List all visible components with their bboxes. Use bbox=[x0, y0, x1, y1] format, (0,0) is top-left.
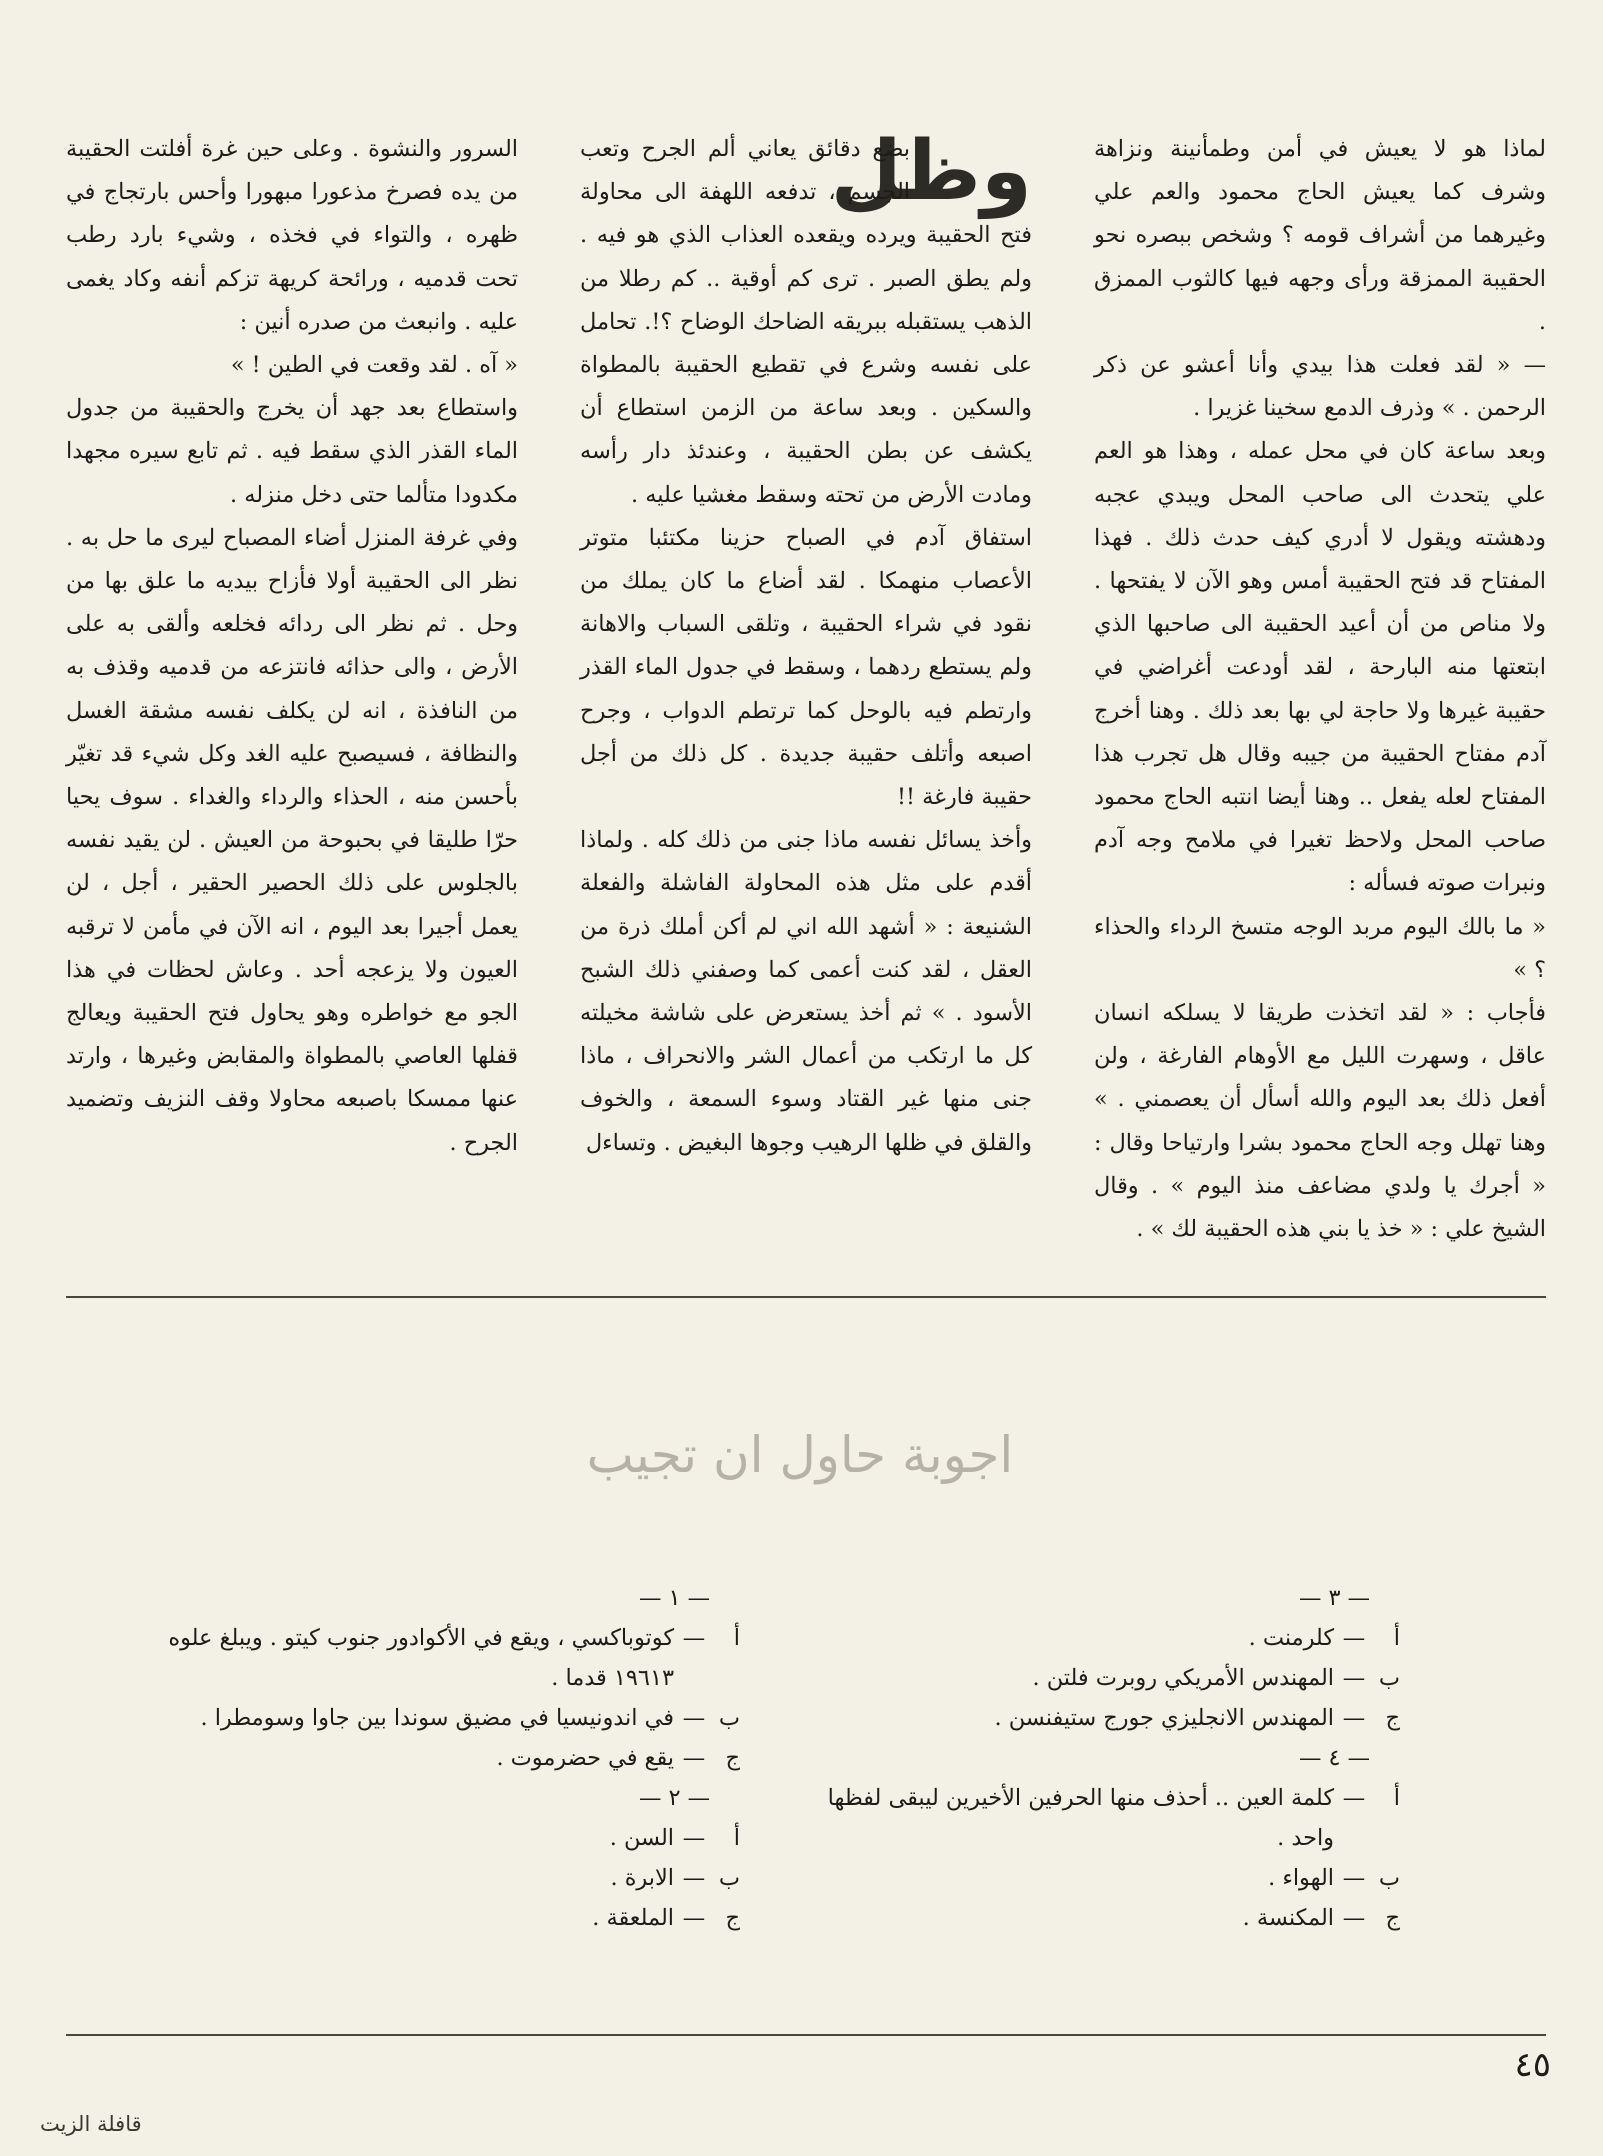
answer-dash: — bbox=[682, 1625, 706, 1651]
answer-dash: — bbox=[682, 1825, 706, 1851]
answer-text: السن . bbox=[609, 1825, 674, 1851]
answer-item bbox=[820, 1898, 1400, 1938]
story-paragraph: بضع دقائق يعاني ألم الجرح وتعب الجسم ، تدفعه اللهفة الى محاولة فتح الحقيبة ويرده ويقعده العذاب الذي هو فيه . ولم يطق الصبر . ترى كم أوقية .. كم رطلا من الذهب يستقبله ببريقه الضاحك الوضاح ؟!. تحامل على نفسه وشرع في تقطيع الحقيبة بالمطواة والسكين . وبعد ساعة من الزمن استطاع أن يكشف عن بطن الحقيبة ، وعندئذ دار رأسه ومادت الأرض من تحته وسقط مغشيا عليه . bbox=[580, 136, 1032, 508]
answer-dash: — bbox=[1342, 1625, 1366, 1651]
answer-text: الملعقة . bbox=[592, 1905, 674, 1931]
answer-text: الابرة . bbox=[610, 1865, 674, 1891]
answer-dash: — bbox=[1342, 1865, 1366, 1891]
answers-column-left bbox=[820, 1578, 1400, 1988]
answer-dash: — bbox=[1342, 1665, 1366, 1691]
story-column-3 bbox=[1094, 128, 1546, 1243]
answer-text: المهندس الأمريكي روبرت فلتن . bbox=[1032, 1665, 1334, 1691]
quiz-answers-title: اجوبة حاول ان تجيب bbox=[586, 1426, 1014, 1484]
answer-letter: ب bbox=[1378, 1865, 1400, 1891]
answer-letter: أ bbox=[1393, 1625, 1400, 1651]
answer-letter: أ bbox=[733, 1825, 740, 1851]
answer-group-number: — ٢ — bbox=[638, 1785, 710, 1811]
answer-group-number: — ٣ — bbox=[1298, 1585, 1370, 1611]
answer-letter: أ bbox=[733, 1625, 740, 1651]
answer-letter: ب bbox=[1378, 1665, 1400, 1691]
answer-group-number: — ٤ — bbox=[1298, 1745, 1370, 1771]
story-paragraph: فأجاب : « لقد اتخذت طريقا لا يسلكه انسان عاقل ، وسهرت الليل مع الأوهام الفارغة ، ولن أفعل ذلك بعد اليوم والله أسأل أن يعصمني . » وهنا تهلل وجه الحاج محمود بشرا وارتياحا وقال : « أجرك يا ولدي مضاعف منذ اليوم » . وقال الشيخ علي : « خذ يا بني هذه الحقيبة لك » . bbox=[1094, 1000, 1546, 1243]
answer-text: كلرمنت . bbox=[1248, 1625, 1334, 1651]
magazine-name: قافلة الزيت bbox=[40, 2112, 142, 2136]
story-paragraph: وأخذ يسائل نفسه ماذا جنى من ذلك كله . ولماذا أقدم على مثل هذه المحاولة الفاشلة والفعلة الشنيعة : « أشهد الله اني لم أكن أملك ذرة من العقل ، لقد كنت أعمى كما وصفني ذلك الشبح الأسود . » ثم أخذ يستعرض على شاشة مخيلته كل ما ارتكب من أعمال الشر والانحراف ، ماذا جنى منها غير القتاد وسوء السمعة ، والخوف والقلق في ظلها الرهيب وجوها البغيض . وتساءل bbox=[580, 827, 1032, 1156]
answer-dash: — bbox=[1342, 1785, 1366, 1811]
answer-item bbox=[160, 1618, 740, 1698]
story-paragraph: واستطاع بعد جهد أن يخرج والحقيبة من جدول الماء القذر الذي سقط فيه . ثم تابع سيره مجهدا مكدودا متألما حتى دخل منزله . bbox=[66, 395, 518, 508]
footer-divider bbox=[66, 2034, 1546, 2036]
answer-letter: أ bbox=[1393, 1785, 1400, 1811]
answer-text: الهواء . bbox=[1268, 1865, 1334, 1891]
answer-dash: — bbox=[1342, 1705, 1366, 1731]
story-paragraph: السرور والنشوة . وعلى حين غرة أفلتت الحقيبة من يده فصرخ مذعورا مبهورا وأحس بارتجاج في ظهره ، والتواء في فخذه ، وشيء بارد رطب تحت قدميه ، ورائحة كريهة تزكم أنفه وكاد يغمى عليه . وانبعث من صدره أنين : bbox=[66, 136, 518, 335]
story-paragraph: وفي غرفة المنزل أضاء المصباح ليرى ما حل به . نظر الى الحقيبة أولا فأزاح بيديه ما علق بها من وحل . ثم نظر الى ردائه فخلعه وألقى به على الأرض ، والى حذائه فانتزعه من قدميه وقذف به من النافذة ، انه لن يكلف نفسه مشقة الغسل والنظافة ، فسيصبح عليه الغد وكل شيء قد تغيّر بأحسن منه ، الحذاء والرداء والغداء . سوف يحيا حرّا طليقا في بحبوحة من العيش . لن يقيد نفسه بالجلوس على ذلك الحصير الحقير ، أجل ، لن يعمل أجيرا بعد اليوم ، انه الآن في مأمن لا ترقبه العيون ولا يزعجه أحد . وعاش لحظات في هذا الجو مع خواطره وهو يحاول فتح الحقيبة ويعالج قفلها العاصي بالمطواة والمقابض وغيرها ، وارتد عنها ممسكا باصبعه محاولا وقف النزيف وتضميد الجرح . bbox=[66, 524, 518, 1156]
answer-letter: ج bbox=[725, 1745, 740, 1771]
answer-item bbox=[820, 1658, 1400, 1698]
answer-letter: ب bbox=[718, 1865, 740, 1891]
answer-dash: — bbox=[682, 1905, 706, 1931]
answer-text: كوتوباكسي ، ويقع في الأكوادور جنوب كيتو . ويبلغ علوه ١٩٦١٣ قدما . bbox=[168, 1625, 674, 1691]
answer-item bbox=[160, 1818, 740, 1858]
answer-text: المهندس الانجليزي جورج ستيفنسن . bbox=[994, 1705, 1334, 1731]
answer-item bbox=[820, 1618, 1400, 1658]
answer-dash: — bbox=[682, 1705, 706, 1731]
quiz-answers bbox=[160, 1578, 1400, 1988]
story-column-2 bbox=[580, 124, 1032, 1168]
answer-letter: ج bbox=[1385, 1905, 1400, 1931]
answer-item bbox=[820, 1698, 1400, 1738]
answer-item bbox=[820, 1858, 1400, 1898]
answer-letter: ج bbox=[725, 1905, 740, 1931]
drop-cap-word: وظل bbox=[830, 124, 1032, 219]
answer-dash: — bbox=[682, 1745, 706, 1771]
answer-item bbox=[160, 1698, 740, 1738]
answer-text: كلمة العين .. أحذف منها الحرفين الأخيرين ليبقى لفظها واحد . bbox=[827, 1785, 1334, 1851]
answer-dash: — bbox=[1342, 1905, 1366, 1931]
answer-dash: — bbox=[682, 1865, 706, 1891]
story-paragraph: « ما بالك اليوم مربد الوجه متسخ الرداء والحذاء ؟ » bbox=[1094, 913, 1546, 983]
answer-text: في اندونيسيا في مضيق سوندا بين جاوا وسومطرا . bbox=[200, 1705, 674, 1731]
answer-text: يقع في حضرموت . bbox=[496, 1745, 674, 1771]
answer-group-number: — ١ — bbox=[638, 1585, 710, 1611]
story-paragraph: لماذا هو لا يعيش في أمن وطمأنينة ونزاهة وشرف كما يعيش الحاج محمود والعم علي وغيرهما من أشراف قومه ؟ وشخص ببصره نحو الحقيبة الممزقة ورأى وجهه فيها كالثوب الممزق . bbox=[1094, 136, 1546, 335]
story-columns bbox=[66, 124, 1546, 1243]
story-column-1 bbox=[66, 128, 518, 1168]
answer-letter: ب bbox=[718, 1705, 740, 1731]
answer-item bbox=[160, 1898, 740, 1938]
answers-column-right bbox=[160, 1578, 740, 1988]
page-number: ٤٥ bbox=[1514, 2045, 1551, 2085]
answer-item bbox=[820, 1778, 1400, 1858]
answer-item bbox=[160, 1858, 740, 1898]
answer-letter: ج bbox=[1385, 1705, 1400, 1731]
answer-text: المكنسة . bbox=[1242, 1905, 1334, 1931]
story-paragraph: وبعد ساعة كان في محل عمله ، وهذا هو العم علي يتحدث الى صاحب المحل ويبدي عجبه ودهشته ويقول لا أدري كيف حدث ذلك . فهذا المفتاح قد فتح الحقيبة أمس وهو الآن لا يفتحها . ولا مناص من أن أعيد الحقيبة الى صاحبها الذي ابتعتها منه البارحة ، لقد أودعت أغراضي في حقيبة غيرها ولا حاجة لي بها بعد ذلك . وهنا أخرج آدم مفتاح الحقيبة من جيبه وقال هل تجرب هذا المفتاح لعله يفعل .. وهنا أيضا انتبه الحاج محمود صاحب المحل ولاحظ تغيرا في ملامح وجه آدم ونبرات صوته فسأله : bbox=[1094, 438, 1546, 897]
answer-item bbox=[160, 1738, 740, 1778]
story-paragraph: « آه . لقد وقعت في الطين ! » bbox=[230, 352, 518, 379]
story-paragraph: — « لقد فعلت هذا بيدي وأنا أعشو عن ذكر الرحمن . » وذرف الدمع سخينا غزيرا . bbox=[1094, 352, 1546, 422]
story-paragraph: استفاق آدم في الصباح حزينا مكتئبا متوتر الأعصاب منهمكا . لقد أضاع ما كان يملك من نقود في شراء الحقيبة ، وتلقى السباب والاهانة ولم يستطع ردهما ، وسقط في جدول الماء القذر وارتطم فيه بالوحل كما ترتطم الدواب ، وجرح اصبعه وأتلف حقيبة جديدة . كل ذلك من أجل حقيبة فارغة !! bbox=[580, 524, 1032, 811]
section-divider bbox=[66, 1296, 1546, 1298]
